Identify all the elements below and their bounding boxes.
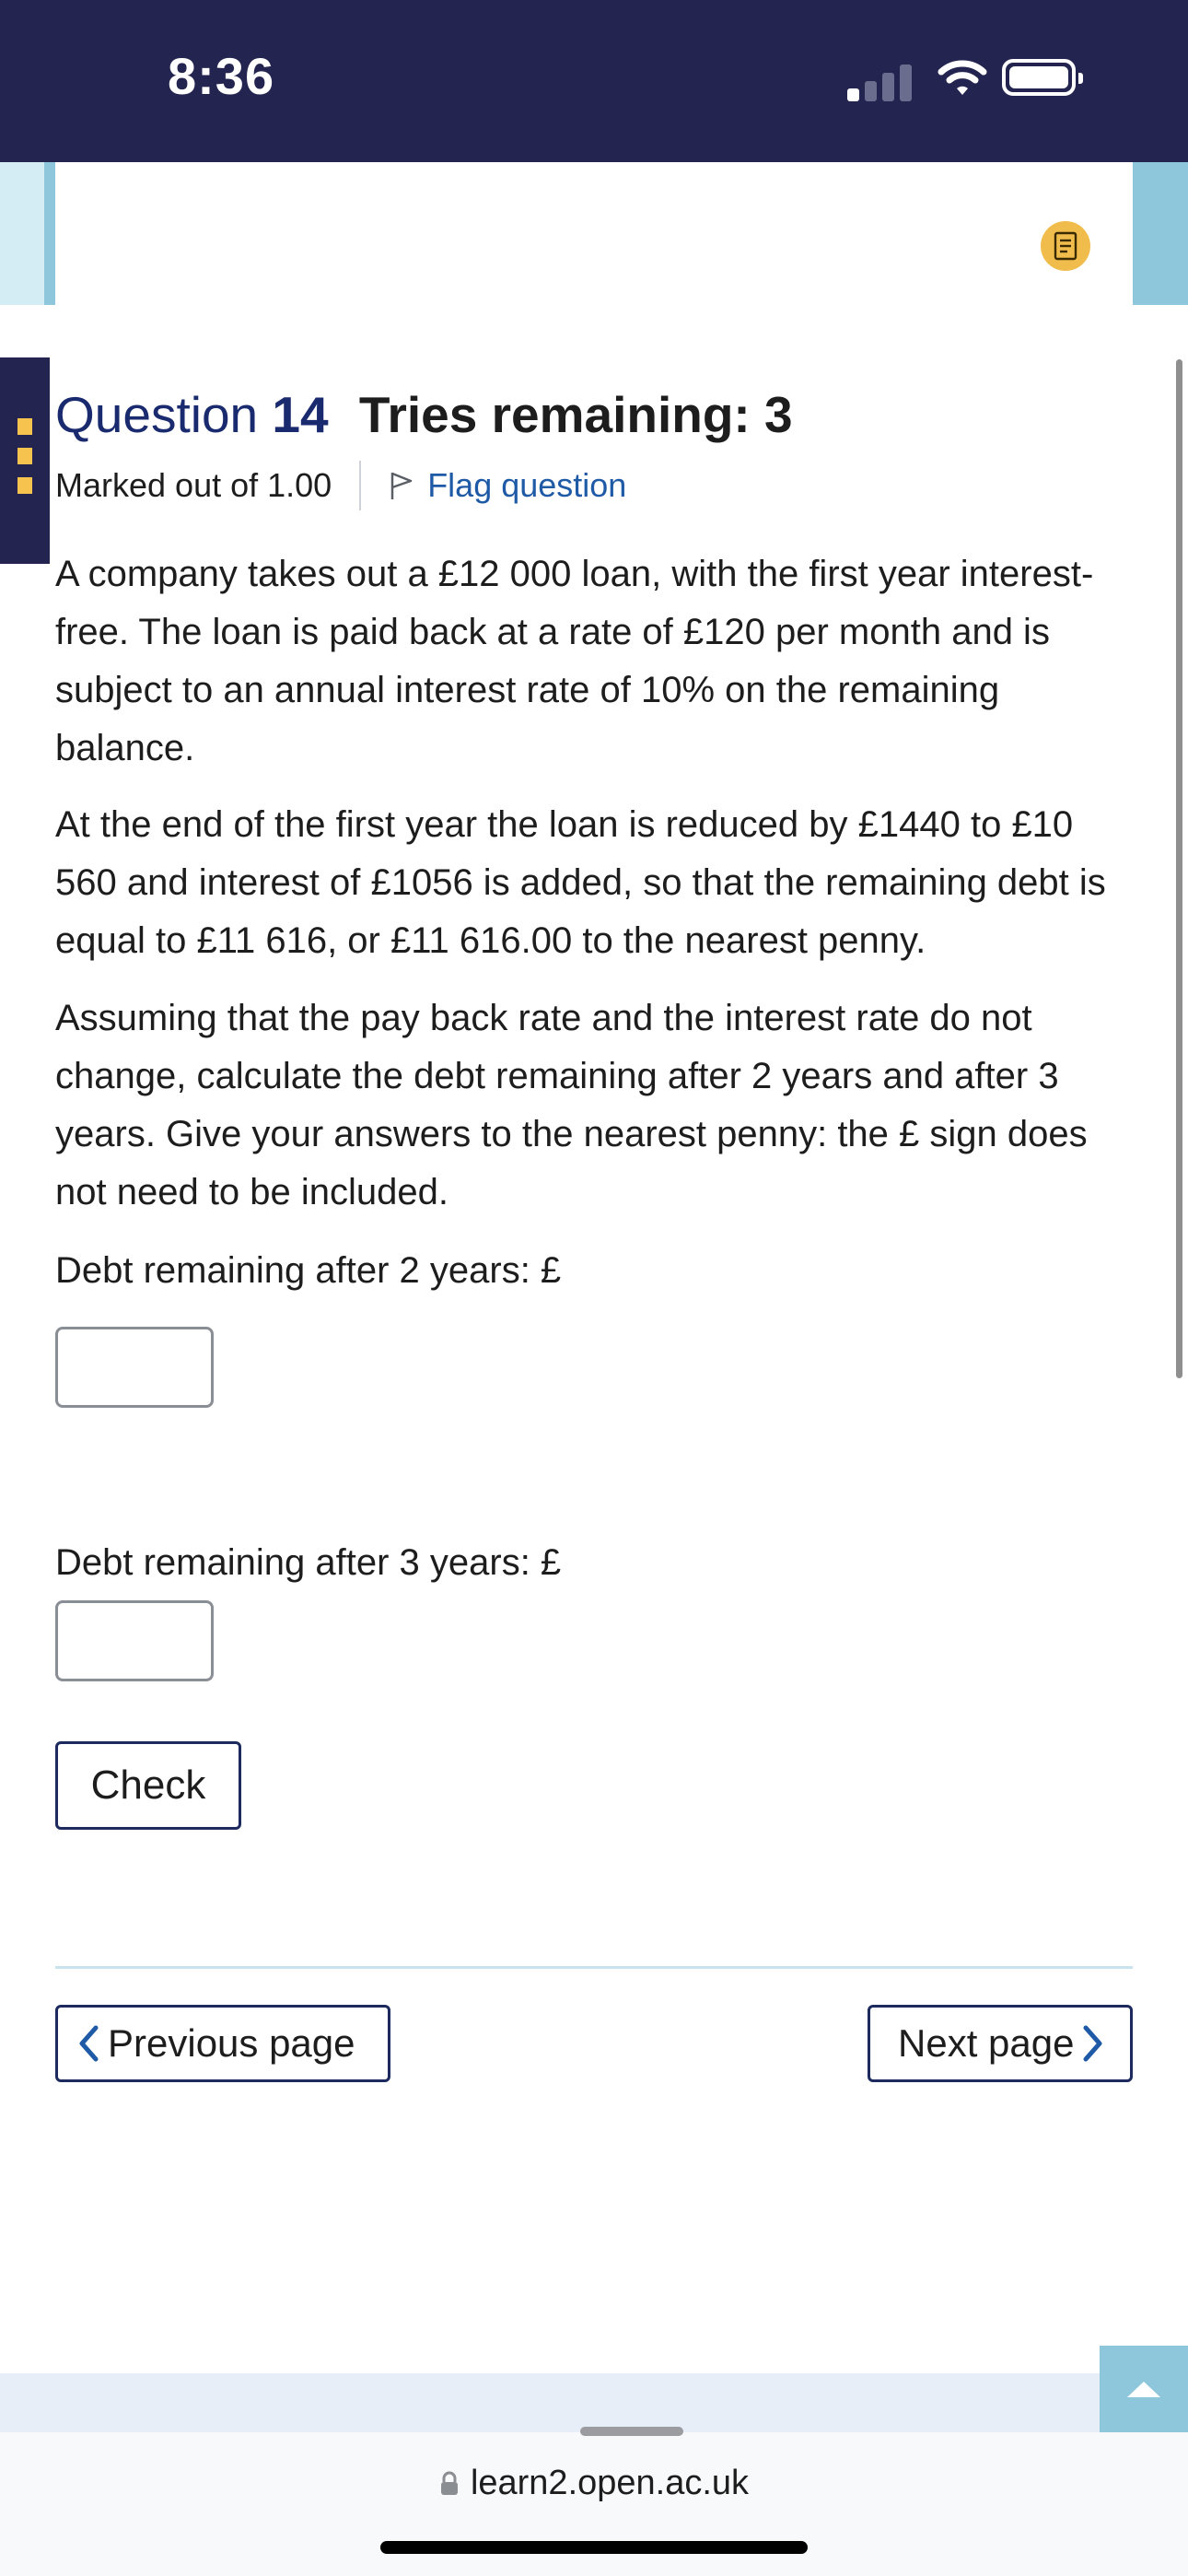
divider <box>55 1966 1133 1969</box>
marked-out-label: Marked out of 1.00 <box>55 466 332 504</box>
tries-remaining: Tries remaining: 3 <box>358 386 793 443</box>
notes-icon[interactable] <box>1041 221 1090 271</box>
flag-icon <box>389 470 414 501</box>
lock-icon <box>439 2471 460 2497</box>
course-header <box>0 162 1188 305</box>
question-text-paragraph: Assuming that the pay back rate and the interest rate do not change, calculate the debt remaining after 2 years and after 3 years. Give your answers to the nearest penny: the £ sign does not need to be included. <box>55 998 1088 1212</box>
wifi-icon <box>938 59 987 98</box>
answer-3-years-input[interactable] <box>55 1600 214 1681</box>
quiz-navigation-drawer-toggle[interactable] <box>0 357 50 564</box>
flag-question-label: Flag question <box>427 466 627 504</box>
next-page-button[interactable] <box>868 2005 1133 2082</box>
answer-2-years-input[interactable] <box>55 1327 214 1408</box>
previous-page-button[interactable] <box>55 2005 390 2082</box>
question-text-paragraph: At the end of the first year the loan is reduced by £1440 to £10 560 and interest of £1056 is added, so that the remaining debt is equal to £11 616, or £11 616.00 to the nearest penny. <box>55 804 1106 961</box>
answer-2-years-label: Debt remaining after 2 years: £ <box>55 1250 562 1291</box>
browser-tab-handle <box>580 2427 683 2436</box>
next-page-label: Next page <box>898 2021 1075 2065</box>
right-strip <box>1133 162 1188 305</box>
browser-address-bar[interactable] <box>0 2432 1188 2576</box>
previous-page-label: Previous page <box>108 2021 355 2065</box>
flag-question-link[interactable] <box>389 466 626 505</box>
chevron-left-icon <box>76 2023 100 2064</box>
answer-3-years-label: Debt remaining after 3 years: £ <box>55 1542 562 1583</box>
left-strip <box>0 162 44 305</box>
signal-icon <box>847 61 912 101</box>
arrow-up-icon <box>1124 2377 1164 2401</box>
question-heading <box>55 385 793 444</box>
status-time: 8:36 <box>168 47 275 105</box>
question-meta <box>55 461 626 510</box>
url-text: learn2.open.ac.uk <box>470 2464 750 2502</box>
question-text-paragraph: A company takes out a £12 000 loan, with the first year interest-free. The loan is paid back at a rate of £120 per month and is subject to an annual interest rate of 10% on the remaining balance. <box>55 554 1094 768</box>
page-footer <box>0 2373 1188 2432</box>
question-word: Question <box>55 386 259 443</box>
check-button[interactable]: Check <box>55 1741 241 1830</box>
home-indicator[interactable] <box>380 2541 808 2554</box>
back-to-top-button[interactable] <box>1100 2346 1188 2432</box>
status-icons <box>847 57 1087 103</box>
chevron-right-icon <box>1081 2023 1105 2064</box>
battery-icon <box>1002 59 1076 96</box>
scrollbar[interactable] <box>1176 359 1182 1378</box>
question-number: 14 <box>272 386 329 443</box>
status-bar <box>0 0 1188 162</box>
url-display[interactable] <box>0 2464 1188 2503</box>
